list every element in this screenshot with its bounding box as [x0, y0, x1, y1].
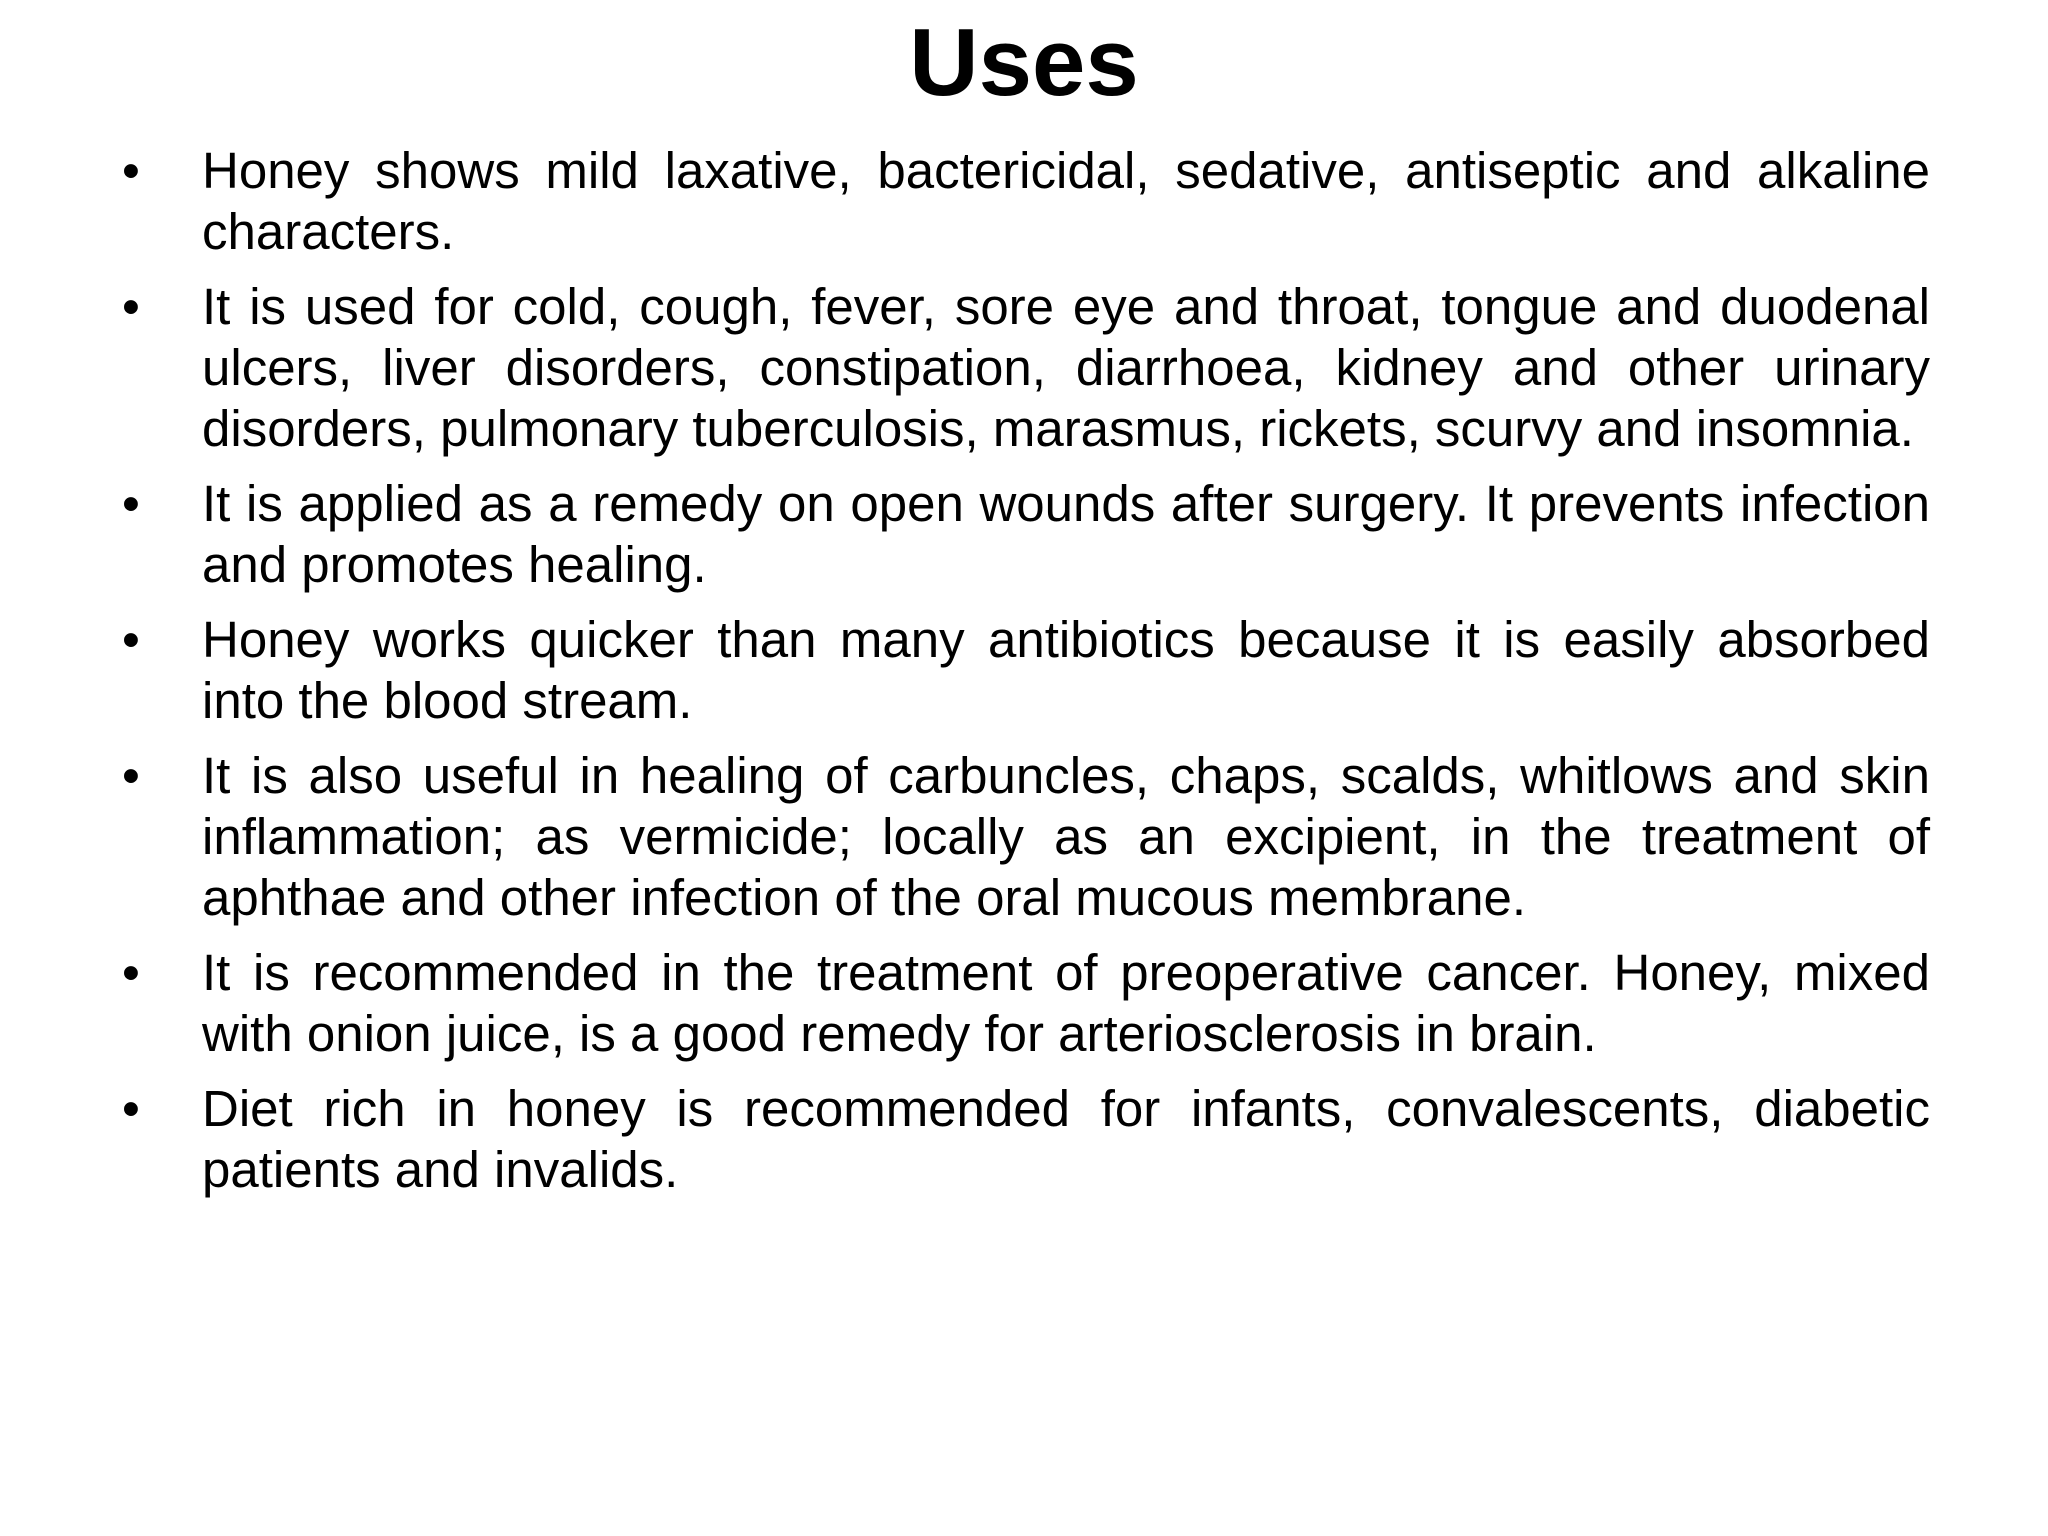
bullet-icon: • — [122, 747, 140, 804]
bullet-icon: • — [122, 1080, 140, 1137]
bullet-icon: • — [122, 142, 140, 199]
bullet-text: It is also useful in healing of carbuncles, chaps, scalds, whitlows and skin inflammation; as vermicide; locally as an excipient, in the treatment of aphthae and other infection of the oral mucous membrane. — [202, 747, 1930, 926]
bullet-item — [122, 609, 1930, 731]
bullet-item — [122, 473, 1930, 595]
bullet-icon: • — [122, 475, 140, 532]
bullet-item — [122, 745, 1930, 928]
bullet-text: It is recommended in the treatment of preoperative cancer. Honey, mixed with onion juice, is a good remedy for arteriosclerosis in brain. — [202, 944, 1930, 1062]
bullet-item — [122, 276, 1930, 459]
bullet-icon: • — [122, 944, 140, 1001]
bullet-icon: • — [122, 611, 140, 668]
bullet-text: Honey shows mild laxative, bactericidal, sedative, antiseptic and alkaline characters. — [202, 142, 1930, 260]
bullet-text: Honey works quicker than many antibiotics because it is easily absorbed into the blood stream. — [202, 611, 1930, 729]
bullet-text: Diet rich in honey is recommended for infants, convalescents, diabetic patients and invalids. — [202, 1080, 1930, 1198]
bullet-text: It is applied as a remedy on open wounds after surgery. It prevents infection and promotes healing. — [202, 475, 1930, 593]
bullet-item — [122, 1078, 1930, 1200]
bullet-icon: • — [122, 278, 140, 335]
bullet-text: It is used for cold, cough, fever, sore eye and throat, tongue and duodenal ulcers, liver disorders, constipation, diarrhoea, kidney and other urinary disorders, pulmonary tuberculosis, marasmus, rickets, scurvy and insomnia. — [202, 278, 1930, 457]
bullet-item — [122, 140, 1930, 262]
bullet-list — [122, 140, 1930, 1214]
slide-title: Uses — [909, 9, 1139, 116]
bullet-item — [122, 942, 1930, 1064]
